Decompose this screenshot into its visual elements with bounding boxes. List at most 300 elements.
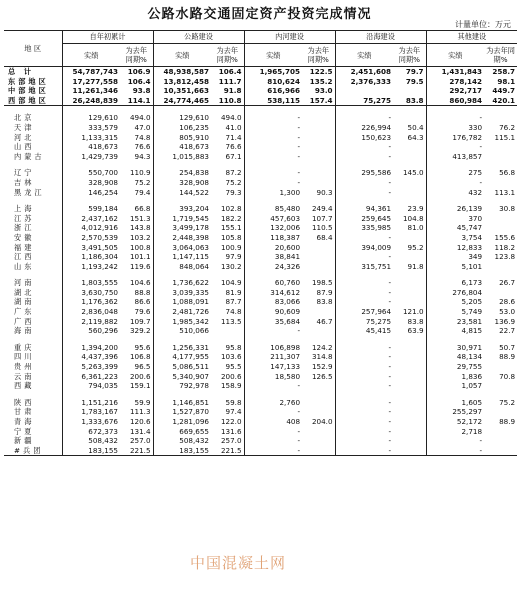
region-cell: 上海 [14,204,35,214]
pct-cell: 87.9 [316,287,333,297]
pct-cell: 114.1 [120,96,153,106]
group-spacer [4,271,517,278]
pct-cell [484,446,517,456]
region-cell: 广东 [14,307,35,317]
amount-cell: - [244,427,302,437]
unit-label: 计量单位：万元 [455,20,511,29]
amount-cell: 26,139 [426,204,484,214]
amount-cell: 1,431,843 [426,67,484,77]
pct-cell: 95.2 [407,242,424,252]
pct-cell [484,381,517,391]
amount-cell: 1,133,315 [62,133,120,143]
amount-cell: 29,755 [426,362,484,372]
amount-cell: 1,736,622 [153,278,211,288]
pct-cell [484,436,517,446]
pct-cell [393,372,426,382]
pct-cell: 106.9 [127,67,151,76]
pct-cell: 88.8 [134,287,151,297]
table-row [4,372,517,382]
amount-cell: - [244,436,302,446]
amount-cell: 349 [426,252,484,262]
pct-cell: 63.9 [407,326,424,336]
group-spacer [4,161,517,168]
pct-cell: 120.6 [129,417,151,426]
region-cell: 西部地区 [4,96,62,106]
amount-cell: - [426,446,484,456]
investment-table [4,30,517,456]
amount-cell: - [244,446,302,456]
amount-cell: 393,204 [153,204,211,214]
pct-cell [484,113,517,123]
pct-cell: 106.8 [129,352,151,362]
region-cell: 陕西 [14,397,35,407]
amount-cell: - [335,427,393,437]
pct-cell: 93.8 [132,86,151,96]
amount-cell: 3,499,178 [153,223,211,233]
amount-cell: 1,300 [244,188,302,198]
pct-cell [484,214,517,224]
region-cell: 东部地区 [8,76,49,86]
pct-cell: 76.6 [225,142,242,152]
pct-cell [393,352,426,362]
pct-cell: 200.6 [129,371,151,381]
region-cell: 江西 [14,252,35,262]
pct-cell: 67.1 [225,151,242,161]
amount-cell: 2,718 [426,427,484,437]
pct-cell: 494.0 [220,113,242,123]
amount-cell: 150,623 [335,133,393,143]
pct-cell: 109.7 [129,316,151,326]
header-pct: 为去年同期% [393,44,426,67]
region-cell: 贵州 [14,362,35,372]
pct-cell: 66.8 [134,204,151,214]
region-cell: 浙江 [14,223,35,233]
amount-cell: 1,057 [426,381,484,391]
amount-cell: 75,275 [335,96,393,106]
amount-cell: 52,172 [426,417,484,427]
pct-cell: 53.0 [499,307,516,317]
pct-cell: 75.2 [499,397,516,407]
pct-cell: 106.4 [218,67,242,76]
amount-cell: 30,971 [426,343,484,353]
pct-cell: 329.2 [129,326,151,336]
amount-cell: 5,263,399 [62,362,120,372]
region-cell: 西藏 [14,381,35,391]
amount-cell: 1,394,200 [62,343,120,353]
region-cell: 辽宁 [14,168,35,178]
region-cell: 福建 [14,242,35,252]
amount-cell: 6,173 [426,278,484,288]
header-pct: 为去年同期% [302,44,335,67]
header-region: 地 区 [4,31,62,67]
amount-cell: 1,605 [426,398,484,408]
pct-cell: 97.9 [225,252,242,262]
pct-cell: 122.5 [309,67,333,76]
amount-cell: - [426,142,484,152]
pct-cell: 75.2 [134,177,151,187]
pct-cell: 113.1 [494,187,516,197]
amount-cell: 295,586 [335,168,393,178]
amount-cell: 1,193,242 [62,262,120,272]
pct-cell [302,446,335,456]
pct-cell: 131.6 [220,426,242,436]
pct-cell: 81.9 [225,287,242,297]
table-row [4,278,517,288]
table-row [4,223,517,233]
pct-cell: 105.8 [220,232,242,242]
region-cell: 甘肃 [14,407,35,417]
pct-cell: 59.9 [134,397,151,407]
amount-cell: - [335,252,393,262]
amount-cell: 508,432 [153,436,211,446]
pct-cell [302,178,335,188]
amount-cell: 457,603 [244,214,302,224]
amount-cell: - [244,326,302,336]
pct-cell [393,417,426,427]
pct-cell: 86.6 [134,297,151,307]
pct-cell [484,407,517,417]
amount-cell: 538,115 [244,96,302,106]
pct-cell: 249.4 [311,204,333,214]
table-row [4,326,517,336]
pct-cell: 88.9 [499,417,516,426]
pct-cell [302,243,335,253]
pct-cell [302,307,335,317]
amount-cell: 314,612 [244,288,302,298]
pct-cell [393,436,426,446]
amount-cell: 255,297 [426,407,484,417]
amount-cell: - [335,398,393,408]
table-row [4,436,517,446]
pct-cell: 157.4 [302,96,335,106]
pct-cell: 79.4 [134,187,151,197]
table-row [4,233,517,243]
pct-cell [302,262,335,272]
region-cell: 黑龙江 [14,187,45,197]
pct-cell [393,142,426,152]
pct-cell: 83.8 [316,297,333,307]
amount-cell: 1,719,545 [153,214,211,224]
amount-cell: 90,609 [244,307,302,317]
pct-cell: 110.9 [129,168,151,178]
amount-cell: - [244,113,302,123]
pct-cell: 257.0 [220,436,242,446]
amount-cell: 432 [426,188,484,198]
amount-cell: 5,086,511 [153,362,211,372]
amount-cell: - [335,278,393,288]
pct-cell [393,252,426,262]
amount-cell: 2,437,162 [62,214,120,224]
amount-cell: - [426,113,484,123]
table-row [4,252,517,262]
pct-cell: 155.6 [494,232,516,242]
amount-cell: 1,151,216 [62,398,120,408]
amount-cell: 599,184 [62,204,120,214]
amount-cell [335,86,393,96]
amount-cell: 129,610 [153,113,211,123]
region-cell: 四川 [14,352,35,362]
pct-cell [302,427,335,437]
amount-cell: 1,176,362 [62,297,120,307]
amount-cell: 1,429,739 [62,152,120,162]
pct-cell: 135.2 [309,76,333,86]
amount-cell: 3,754 [426,233,484,243]
pct-cell: 143.8 [129,223,151,233]
pct-cell: 103.6 [220,352,242,362]
pct-cell: 59.8 [225,397,242,407]
pct-cell: 106.4 [127,76,151,86]
summary-row [4,67,517,77]
amount-cell: 4,012,916 [62,223,120,233]
amount-cell: 2,836,048 [62,307,120,317]
pct-cell: 56.8 [499,168,516,178]
table-row [4,152,517,162]
region-cell: 山东 [14,261,35,271]
pct-cell: 79.6 [134,307,151,317]
region-cell: 海南 [14,326,35,336]
amount-cell: 211,307 [244,352,302,362]
header-amount: 实绩 [426,44,484,67]
pct-cell: 93.0 [314,86,333,96]
amount-cell: 5,340,907 [153,372,211,382]
pct-cell: 91.8 [407,261,424,271]
amount-cell: 810,624 [244,77,302,87]
amount-cell: 183,155 [153,446,211,456]
pct-cell: 221.5 [120,446,153,456]
region-cell: 天津 [14,122,35,132]
amount-cell: 560,296 [62,326,120,336]
pct-cell [302,152,335,162]
pct-cell: 152.9 [311,362,333,372]
amount-cell: 147,133 [244,362,302,372]
pct-cell [302,168,335,178]
pct-cell: 50.4 [407,122,424,132]
pct-cell: 102.8 [220,204,242,214]
pct-cell: 115.1 [494,132,516,142]
amount-cell: 18,580 [244,372,302,382]
pct-cell: 97.4 [225,407,242,417]
pct-cell: 107.7 [311,213,333,223]
pct-cell: 90.3 [316,187,333,197]
amount-cell: - [335,436,393,446]
region-cell: #兵团 [4,446,62,456]
header-group-other: 其他建设 [426,31,517,44]
amount-cell: - [426,436,484,446]
amount-cell: - [244,381,302,391]
amount-cell: 1,527,870 [153,407,211,417]
table-row [4,343,517,353]
header-pct: 为去年同期% [484,44,517,67]
pct-cell [484,427,517,437]
header-pct: 为去年同期% [211,44,244,67]
table-row [4,352,517,362]
pct-cell [393,362,426,372]
amount-cell: - [335,362,393,372]
amount-cell: - [335,417,393,427]
pct-cell [302,398,335,408]
header-group-highway: 公路建设 [153,31,244,44]
amount-cell: 2,376,333 [335,77,393,87]
amount-cell: 132,006 [244,223,302,233]
pct-cell: 95.8 [225,342,242,352]
pct-cell [393,233,426,243]
amount-cell: 330 [426,123,484,133]
group-spacer [4,197,517,204]
amount-cell: 1,015,883 [153,152,211,162]
amount-cell: 848,064 [153,262,211,272]
pct-cell [302,142,335,152]
table-row [4,214,517,224]
pct-cell: 100.9 [220,242,242,252]
table-row [4,417,517,427]
region-cell: 湖北 [14,287,35,297]
pct-cell: 98.1 [497,76,516,86]
watermark: 中国混凝土网 [190,554,287,572]
amount-cell: 38,841 [244,252,302,262]
amount-cell: 278,142 [426,77,484,87]
pct-cell [484,362,517,372]
amount-cell: 45,747 [426,223,484,233]
pct-cell [302,133,335,143]
region-cell: 江苏 [14,213,35,223]
pct-cell [393,178,426,188]
pct-cell: 47.0 [134,122,151,132]
pct-cell [484,178,517,188]
amount-cell: 257,964 [335,307,393,317]
amount-cell: 75,275 [335,317,393,327]
summary-row [4,86,517,96]
amount-cell: 370 [426,214,484,224]
pct-cell [393,278,426,288]
pct-cell: 258.7 [492,67,516,76]
region-cell: 吉林 [14,177,35,187]
amount-cell: - [335,142,393,152]
amount-cell: 1,146,851 [153,398,211,408]
amount-cell: 1,147,115 [153,252,211,262]
pct-cell: 123.8 [494,252,516,262]
amount-cell: 5,205 [426,297,484,307]
pct-cell [393,381,426,391]
pct-cell: 87.7 [225,297,242,307]
pct-cell [484,152,517,162]
table-row [4,288,517,298]
amount-cell: - [335,343,393,353]
region-cell: 内蒙古 [14,151,45,161]
pct-cell: 95.6 [134,342,151,352]
pct-cell: 110.5 [311,223,333,233]
header-group-inland-waterway: 内河建设 [244,31,335,44]
amount-cell: - [335,372,393,382]
amount-cell: 1,783,167 [62,407,120,417]
amount-cell: 226,994 [335,123,393,133]
amount-cell: 259,645 [335,214,393,224]
amount-cell: 4,177,955 [153,352,211,362]
pct-cell [393,152,426,162]
amount-cell: 3,039,335 [153,288,211,298]
header-pct: 为去年同期% [120,44,153,67]
pct-cell [393,86,426,96]
region-cell: 新疆 [14,436,35,446]
region-cell: 北京 [14,113,35,123]
pct-cell [484,262,517,272]
pct-cell: 79.5 [405,76,424,86]
amount-cell: 2,448,398 [153,233,211,243]
region-cell: 湖南 [14,297,35,307]
pct-cell: 155.1 [220,223,242,233]
pct-cell [393,446,426,456]
amount-cell: - [244,152,302,162]
table-row [4,168,517,178]
amount-cell: 24,774,465 [153,96,211,106]
amount-cell: - [335,407,393,417]
pct-cell [302,407,335,417]
pct-cell [302,252,335,262]
amount-cell: 35,684 [244,317,302,327]
amount-cell: 3,630,750 [62,288,120,298]
pct-cell [211,326,244,336]
amount-cell: 13,812,458 [153,77,211,87]
pct-cell: 130.2 [220,261,242,271]
amount-cell: 26,248,839 [62,96,120,106]
amount-cell: 394,009 [335,243,393,253]
pct-cell: 79.7 [405,67,424,76]
pct-cell: 79.3 [225,187,242,197]
pct-cell: 26.7 [499,278,516,288]
amount-cell: 508,432 [62,436,120,446]
amount-cell: 83,066 [244,297,302,307]
amount-cell: - [335,297,393,307]
amount-cell: 2,760 [244,398,302,408]
pct-cell: 96.5 [134,362,151,372]
amount-cell: - [426,178,484,188]
amount-cell: 328,908 [62,178,120,188]
pct-cell: 104.9 [220,278,242,288]
pct-cell: 113.5 [220,316,242,326]
pct-cell: 83.8 [407,316,424,326]
amount-cell: 792,978 [153,381,211,391]
pct-cell [484,288,517,298]
pct-cell: 449.7 [492,86,516,96]
amount-cell: 418,673 [62,142,120,152]
amount-cell: 4,815 [426,326,484,336]
amount-cell: 276,804 [426,288,484,298]
amount-cell: 2,570,539 [62,233,120,243]
header-group-cumulative: 自年初累计 [62,31,153,44]
table-row [4,317,517,327]
amount-cell: 48,134 [426,352,484,362]
region-cell: 宁夏 [14,426,35,436]
pct-cell: 94.3 [134,151,151,161]
pct-cell: 110.8 [211,96,244,106]
pct-cell: 198.5 [311,278,333,288]
group-spacer [4,106,517,114]
pct-cell: 104.6 [129,278,151,288]
amount-cell: 1,256,331 [153,343,211,353]
pct-cell: 100.8 [129,242,151,252]
amount-cell: 860,984 [426,96,484,106]
pct-cell: 159.1 [129,381,151,391]
amount-cell: 23,581 [426,317,484,327]
pct-cell: 64.3 [407,132,424,142]
amount-cell: 10,351,663 [153,86,211,96]
pct-cell: 124.2 [311,342,333,352]
amount-cell: - [244,133,302,143]
amount-cell: 1,965,705 [244,67,302,77]
summary-row [4,77,517,87]
table-row [4,142,517,152]
pct-cell: 81.0 [407,223,424,233]
amount-cell: 413,857 [426,152,484,162]
